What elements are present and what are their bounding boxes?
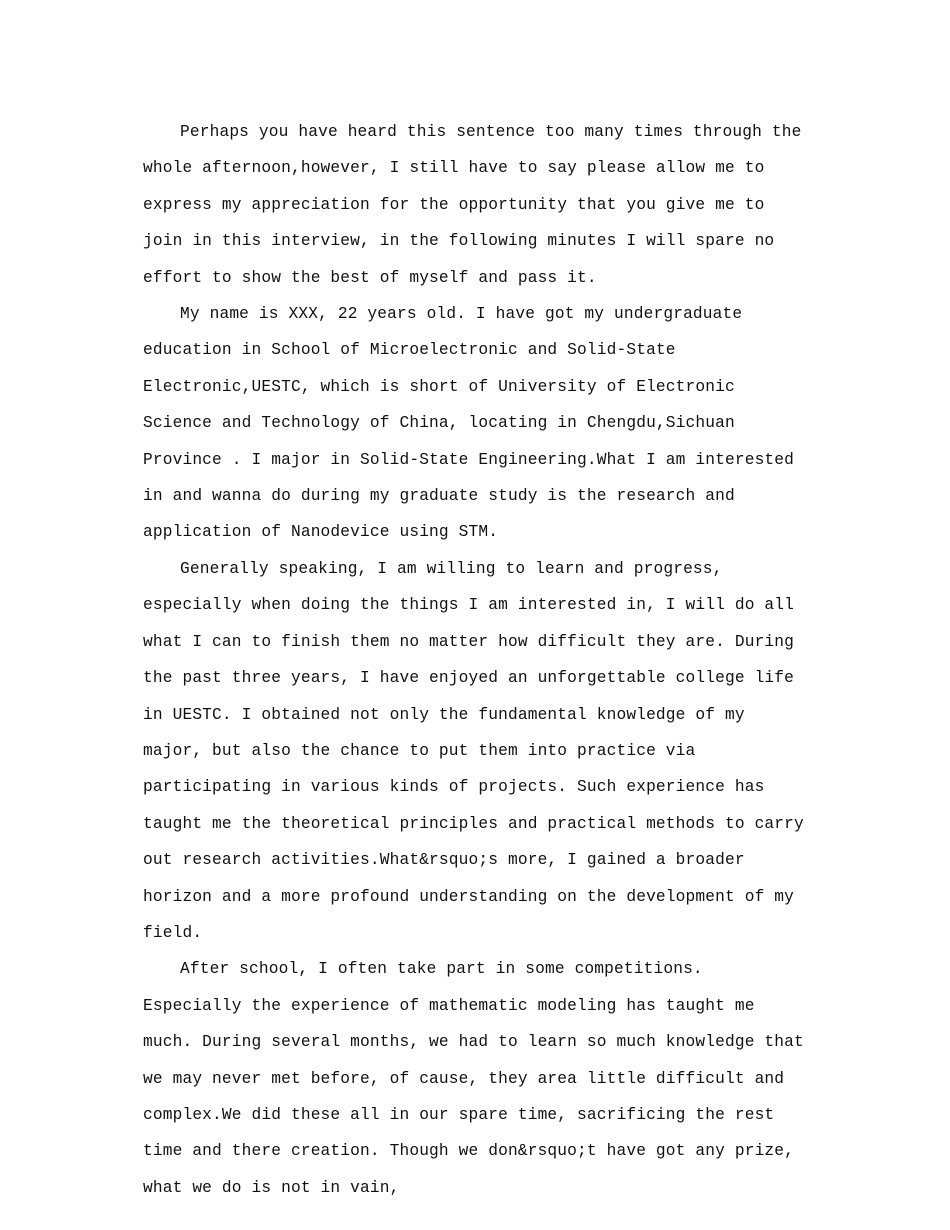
document-body [143, 114, 811, 1206]
paragraph-college-life: Generally speaking, I am willing to learn and progress, especially when doing the things I am interested in, I will do all what I can to finish them no matter how difficult they are. During the past three years, I have enjoyed an unforgettable college life in UESTC. I obtained not only the fundamental knowledge of my major, but also the chance to put them into practice via participating in various kinds of projects. Such experience has taught me the theoretical principles and practical methods to carry out research activities.What&rsquo;s more, I gained a broader horizon and a more profound understanding on the development of my field. [143, 559, 804, 942]
paragraph-introduction: Perhaps you have heard this sentence too many times through the whole afternoon,however, I still have to say please allow me to express my appreciation for the opportunity that you give me to join in this interview, in the following minutes I will spare no effort to show the best of myself and pass it. [143, 123, 802, 287]
paragraph-competitions: After school, I often take part in some competitions. Especially the experience of mathematic modeling has taught me much. During several months, we had to learn so much knowledge that we may never met before, of cause, they area little difficult and complex.We did these all in our spare time, sacrificing the rest time and there creation. Though we don&rsquo;t have got any prize, what we do is not in vain, [143, 960, 804, 1197]
paragraph-education: My name is XXX, 22 years old. I have got my undergraduate education in School of Microelectronic and Solid-State Electronic,UESTC, which is short of University of Electronic Science and Technology of China, locating in Chengdu,Sichuan Province . I major in Solid-State Engineering.What I am interested in and wanna do during my graduate study is the research and application of Nanodevice using STM. [143, 305, 795, 542]
